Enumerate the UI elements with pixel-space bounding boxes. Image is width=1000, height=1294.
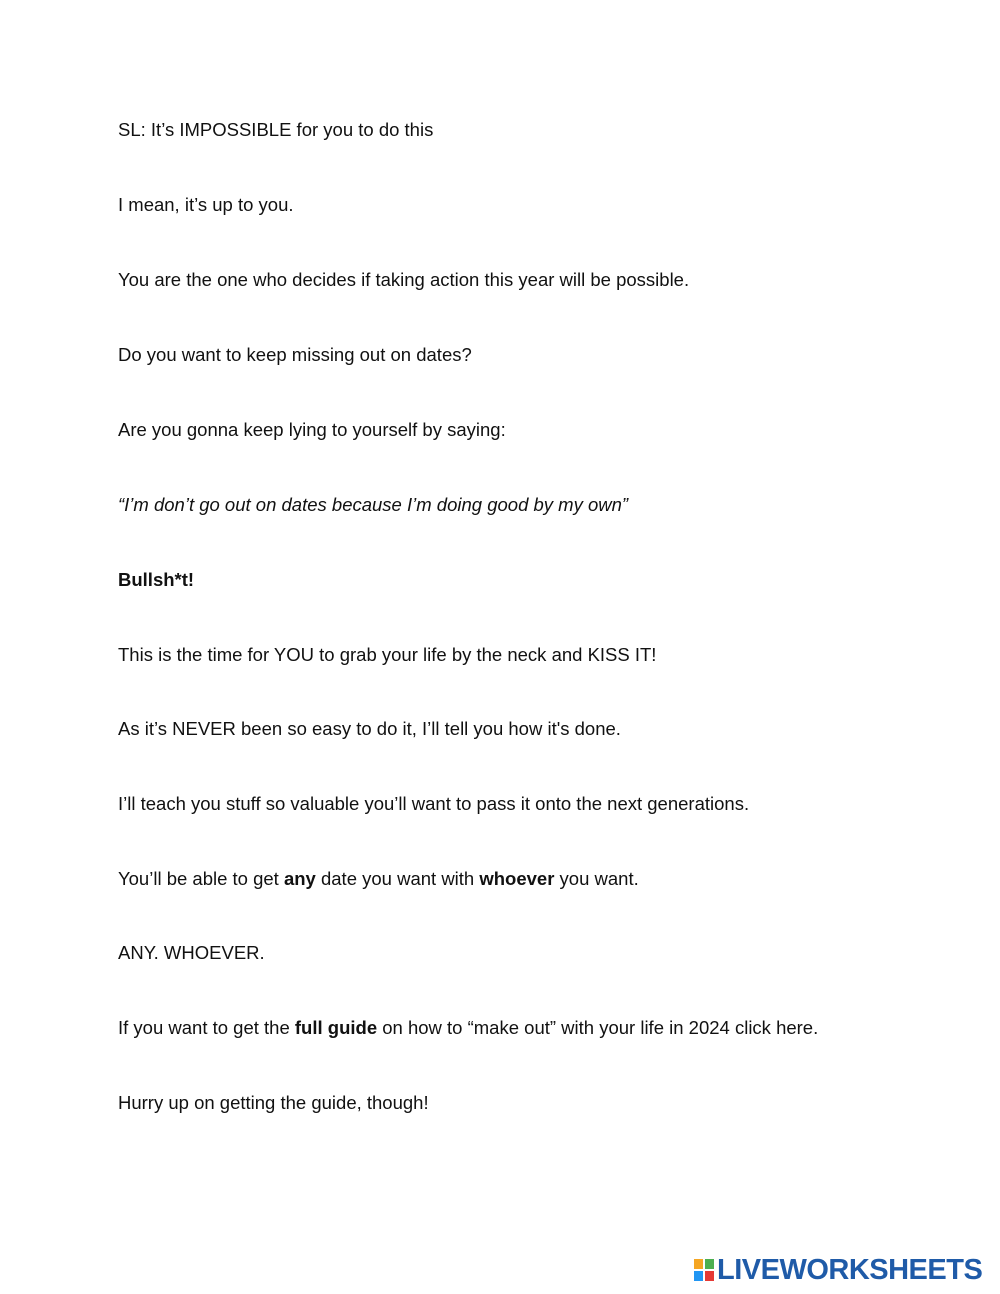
paragraph-full-guide xyxy=(118,1017,818,1039)
paragraph-any-whoever: ANY. WHOEVER. xyxy=(118,942,265,963)
paragraph-kiss-it: This is the time for YOU to grab your life by the neck and KISS IT! xyxy=(118,644,657,665)
text-segment: If you want to get the xyxy=(118,1017,295,1038)
text-segment: on how to “make out” with your life in 2024 click here. xyxy=(377,1017,819,1038)
liveworksheets-logo xyxy=(693,1255,982,1285)
paragraph-impossible: SL: It’s IMPOSSIBLE for you to do this xyxy=(118,119,434,140)
paragraph-decides: You are the one who decides if taking action this year will be possible. xyxy=(118,269,690,290)
text-segment: You’ll be able to get xyxy=(118,868,284,889)
text-segment: date you want with xyxy=(315,868,480,889)
paragraph-any-date xyxy=(118,868,639,890)
paragraph-lying: Are you gonna keep lying to yourself by saying: xyxy=(118,419,506,440)
paragraph-bullshit: Bullsh*t! xyxy=(118,569,195,590)
emphasis-whoever: whoever xyxy=(479,868,555,889)
paragraph-missing-dates: Do you want to keep missing out on dates? xyxy=(118,344,472,365)
paragraph-teach: I’ll teach you stuff so valuable you’ll want to pass it onto the next generations. xyxy=(118,793,750,814)
text-segment: you want. xyxy=(554,868,639,889)
logo-text: LIVEWORKSHEETS xyxy=(717,1254,983,1286)
emphasis-full-guide: full guide xyxy=(294,1017,378,1038)
paragraph-hurry: Hurry up on getting the guide, though! xyxy=(118,1092,429,1113)
paragraph-quote: “I’m don’t go out on dates because I’m doing good by my own” xyxy=(118,494,629,515)
paragraph-up-to-you: I mean, it’s up to you. xyxy=(118,194,294,215)
logo-blocks-icon xyxy=(693,1258,715,1282)
paragraph-never-easy: As it’s NEVER been so easy to do it, I’ll tell you how it's done. xyxy=(118,718,621,739)
emphasis-any: any xyxy=(283,868,316,889)
